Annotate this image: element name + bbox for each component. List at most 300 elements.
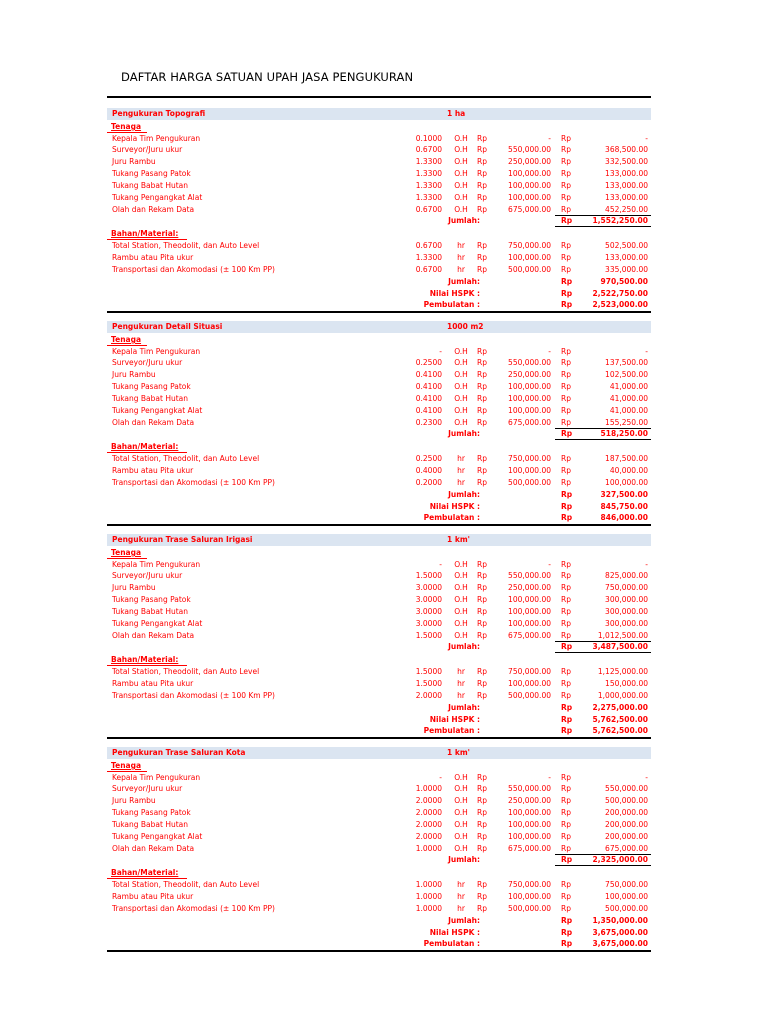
currency-label: Rp (561, 915, 573, 925)
section-header (107, 534, 651, 546)
item-quantity: - (439, 772, 442, 782)
summary-value: 846,000.00 (600, 513, 648, 523)
currency-label: Rp (561, 880, 571, 890)
unit-price: 675,000.00 (508, 630, 551, 640)
currency-label: Rp (561, 772, 571, 782)
item-name: Olah dan Rekam Data (112, 417, 195, 427)
material-heading: Bahan/Material: (111, 655, 179, 665)
summary-value: 2,275,000.00 (592, 702, 648, 712)
unit-price: 750,000.00 (508, 667, 551, 677)
material-subtotal (0, 490, 768, 501)
rounded-total (0, 939, 768, 950)
item-quantity: 0.2300 (415, 417, 442, 427)
currency-label: Rp (561, 618, 571, 628)
subtotal-rule (555, 226, 651, 227)
item-name: Tukang Babat Hutan (112, 393, 189, 403)
item-row (0, 406, 768, 417)
unit-price: 675,000.00 (508, 417, 551, 427)
item-unit: O.H (454, 157, 468, 167)
unit-price: 100,000.00 (508, 892, 551, 901)
currency-label: Rp (477, 180, 487, 190)
item-row (0, 145, 768, 156)
item-quantity: 2.0000 (415, 819, 442, 829)
subtotal-rule (555, 652, 651, 653)
currency-label: Rp (561, 300, 573, 310)
item-total: 133,000.00 (605, 169, 648, 179)
item-quantity: 1.5000 (415, 571, 442, 581)
unit-price: 550,000.00 (508, 784, 551, 794)
currency-label: Rp (561, 454, 571, 464)
item-total: 750,000.00 (605, 583, 648, 593)
currency-label: Rp (477, 204, 487, 214)
currency-label: Rp (477, 241, 487, 251)
summary-value: 3,675,000.00 (592, 939, 648, 949)
summary-label: Jumlah: (448, 702, 480, 712)
section-header (107, 321, 651, 333)
summary-label: Nilai HSPK : (429, 288, 480, 298)
item-name: Surveyor/Juru ukur (112, 358, 183, 368)
item-unit: O.H (454, 417, 468, 427)
item-quantity: 2.0000 (415, 796, 442, 806)
item-quantity: 1.3300 (415, 180, 442, 190)
currency-label: Rp (561, 358, 571, 368)
item-row (0, 784, 768, 795)
currency-label: Rp (561, 393, 571, 403)
currency-label: Rp (477, 690, 487, 700)
item-quantity: 2.0000 (415, 690, 442, 700)
currency-label: Rp (477, 145, 487, 155)
item-row (0, 820, 768, 831)
item-total: 300,000.00 (605, 606, 648, 616)
currency-label: Rp (561, 819, 571, 829)
item-quantity: 1.0000 (415, 903, 442, 913)
item-unit: O.H (454, 618, 468, 628)
section-unit: 1 ha (447, 109, 466, 118)
item-total: 502,500.00 (605, 241, 648, 251)
summary-value: 970,500.00 (600, 276, 648, 286)
currency-label: Rp (477, 831, 487, 841)
item-total: - (645, 133, 648, 143)
material-heading: Bahan/Material: (111, 868, 179, 878)
currency-label: Rp (561, 501, 573, 511)
unit-price: 750,000.00 (508, 880, 551, 890)
item-total: 41,000.00 (609, 393, 648, 403)
section-unit: 1 km' (447, 748, 470, 757)
currency-label: Rp (477, 253, 487, 262)
item-quantity: 0.6700 (415, 204, 442, 214)
item-total: 41,000.00 (609, 405, 648, 415)
item-row (0, 667, 768, 678)
labor-subtotal (0, 642, 768, 653)
unit-price: 250,000.00 (508, 157, 551, 167)
item-row (0, 157, 768, 168)
item-name: Tukang Pasang Patok (112, 382, 191, 392)
item-unit: O.H (454, 843, 468, 853)
item-unit: hr (457, 253, 465, 262)
item-quantity: 1.5000 (415, 667, 442, 677)
item-row (0, 679, 768, 690)
item-quantity: 0.6700 (415, 241, 442, 251)
item-unit: O.H (454, 630, 468, 640)
currency-label: Rp (561, 370, 571, 380)
currency-label: Rp (561, 726, 573, 736)
item-unit: hr (457, 903, 465, 913)
summary-value: 3,675,000.00 (592, 927, 648, 937)
item-total: - (645, 559, 648, 569)
currency-label: Rp (477, 559, 487, 569)
unit-price: 100,000.00 (508, 382, 551, 392)
item-unit: hr (457, 892, 465, 901)
item-row (0, 181, 768, 192)
hspk-total (0, 715, 768, 726)
item-total: 550,000.00 (605, 784, 648, 794)
item-row (0, 265, 768, 276)
item-unit: O.H (454, 819, 468, 829)
item-row (0, 205, 768, 216)
summary-value: 5,762,500.00 (592, 726, 648, 736)
item-name: Total Station, Theodolit, dan Auto Level (112, 880, 260, 890)
material-heading: Bahan/Material: (111, 442, 179, 452)
currency-label: Rp (477, 892, 487, 901)
unit-price: 100,000.00 (508, 180, 551, 190)
unit-price: 500,000.00 (508, 690, 551, 700)
currency-label: Rp (561, 630, 571, 640)
item-row (0, 418, 768, 429)
currency-label: Rp (477, 454, 487, 464)
currency-label: Rp (477, 157, 487, 167)
item-row (0, 466, 768, 477)
unit-price: 100,000.00 (508, 393, 551, 403)
item-name: Transportasi dan Akomodasi (± 100 Km PP) (112, 477, 275, 487)
summary-label: Jumlah: (448, 642, 480, 652)
item-name: Tukang Pengangkat Alat (112, 831, 203, 841)
labor-subtotal (0, 429, 768, 440)
currency-label: Rp (561, 405, 571, 415)
currency-label: Rp (477, 405, 487, 415)
item-unit: O.H (454, 784, 468, 794)
unit-price: - (548, 346, 551, 356)
section-name: Pengukuran Trase Saluran Irigasi (112, 535, 253, 544)
summary-label: Jumlah: (448, 276, 480, 286)
item-unit: O.H (454, 192, 468, 202)
item-total: 750,000.00 (605, 880, 648, 890)
item-name: Olah dan Rekam Data (112, 843, 195, 853)
currency-label: Rp (561, 892, 571, 901)
item-unit: O.H (454, 358, 468, 368)
section-name: Pengukuran Topografi (112, 109, 206, 118)
unit-price: 250,000.00 (508, 370, 551, 380)
item-unit: O.H (454, 370, 468, 380)
item-name: Tukang Pengangkat Alat (112, 405, 203, 415)
summary-label: Pembulatan : (423, 300, 480, 310)
item-row (0, 394, 768, 405)
item-quantity: 1.0000 (415, 784, 442, 794)
summary-label: Nilai HSPK : (429, 501, 480, 511)
rounded-total (0, 300, 768, 311)
item-total: 133,000.00 (605, 192, 648, 202)
item-total: 1,125,000.00 (597, 667, 648, 677)
item-row (0, 134, 768, 145)
summary-value: 518,250.00 (600, 429, 648, 439)
hspk-total (0, 928, 768, 939)
unit-price: 100,000.00 (508, 595, 551, 605)
item-unit: O.H (454, 606, 468, 616)
unit-price: 100,000.00 (508, 831, 551, 841)
item-total: 300,000.00 (605, 618, 648, 628)
item-total: 41,000.00 (609, 382, 648, 392)
item-name: Surveyor/Juru ukur (112, 145, 183, 155)
item-total: 675,000.00 (605, 843, 648, 853)
item-quantity: 1.0000 (415, 892, 442, 901)
item-quantity: 2.0000 (415, 831, 442, 841)
currency-label: Rp (561, 559, 571, 569)
currency-label: Rp (561, 253, 571, 262)
unit-price: 100,000.00 (508, 618, 551, 628)
summary-label: Pembulatan : (423, 939, 480, 949)
item-total: 100,000.00 (605, 477, 648, 487)
heading-underline (107, 239, 187, 240)
material-subtotal (0, 703, 768, 714)
item-quantity: - (439, 346, 442, 356)
item-row (0, 595, 768, 606)
currency-label: Rp (477, 477, 487, 487)
summary-label: Nilai HSPK : (429, 927, 480, 937)
currency-label: Rp (561, 276, 573, 286)
item-total: - (645, 772, 648, 782)
currency-label: Rp (561, 382, 571, 392)
item-row (0, 619, 768, 630)
item-row (0, 560, 768, 571)
item-name: Juru Rambu (112, 157, 156, 167)
heading-underline (107, 452, 187, 453)
item-name: Tukang Pasang Patok (112, 169, 191, 179)
heading-underline (107, 878, 187, 879)
item-name: Rambu atau Pita ukur (112, 892, 194, 901)
item-name: Tukang Babat Hutan (112, 180, 189, 190)
unit-price: 100,000.00 (508, 808, 551, 818)
currency-label: Rp (477, 169, 487, 179)
summary-label: Jumlah: (448, 855, 480, 865)
unit-price: - (548, 133, 551, 143)
item-unit: O.H (454, 382, 468, 392)
item-total: 825,000.00 (605, 571, 648, 581)
item-quantity: 0.4100 (415, 370, 442, 380)
item-total: 500,000.00 (605, 796, 648, 806)
summary-value: 1,350,000.00 (592, 915, 648, 925)
item-unit: O.H (454, 772, 468, 782)
item-total: 187,500.00 (605, 454, 648, 464)
item-name: Total Station, Theodolit, dan Auto Level (112, 454, 260, 464)
unit-price: - (548, 772, 551, 782)
rounded-total (0, 513, 768, 524)
summary-label: Jumlah: (448, 216, 480, 226)
currency-label: Rp (561, 714, 573, 724)
item-quantity: 1.3300 (415, 169, 442, 179)
item-name: Surveyor/Juru ukur (112, 784, 183, 794)
item-row (0, 691, 768, 702)
item-total: - (645, 346, 648, 356)
currency-label: Rp (477, 393, 487, 403)
currency-label: Rp (477, 571, 487, 581)
currency-label: Rp (561, 157, 571, 167)
currency-label: Rp (561, 489, 573, 499)
item-row (0, 347, 768, 358)
currency-label: Rp (561, 513, 573, 523)
item-row (0, 773, 768, 784)
currency-label: Rp (477, 772, 487, 782)
item-name: Olah dan Rekam Data (112, 204, 195, 214)
item-total: 1,012,500.00 (597, 630, 648, 640)
unit-price: 100,000.00 (508, 253, 551, 262)
section-unit: 1 km' (447, 535, 470, 544)
currency-label: Rp (561, 192, 571, 202)
item-unit: hr (457, 667, 465, 677)
item-unit: O.H (454, 808, 468, 818)
currency-label: Rp (561, 808, 571, 818)
currency-label: Rp (561, 346, 571, 356)
item-unit: O.H (454, 180, 468, 190)
item-quantity: 0.4100 (415, 382, 442, 392)
item-quantity: 0.2500 (415, 358, 442, 368)
currency-label: Rp (561, 796, 571, 806)
item-name: Total Station, Theodolit, dan Auto Level (112, 241, 260, 251)
item-name: Tukang Pengangkat Alat (112, 192, 203, 202)
currency-label: Rp (477, 466, 487, 475)
heading-underline (107, 665, 187, 666)
unit-price: 250,000.00 (508, 796, 551, 806)
unit-price: - (548, 559, 551, 569)
item-unit: O.H (454, 595, 468, 605)
item-name: Tukang Pasang Patok (112, 808, 191, 818)
item-quantity: 0.4100 (415, 393, 442, 403)
currency-label: Rp (561, 690, 571, 700)
labor-heading: Tenaga (111, 548, 142, 557)
summary-value: 2,523,000.00 (592, 300, 648, 310)
currency-label: Rp (477, 370, 487, 380)
unit-price: 250,000.00 (508, 583, 551, 593)
currency-label: Rp (561, 288, 573, 298)
item-unit: O.H (454, 145, 468, 155)
item-total: 137,500.00 (605, 358, 648, 368)
item-unit: O.H (454, 133, 468, 143)
unit-price: 500,000.00 (508, 477, 551, 487)
rounded-total (0, 726, 768, 737)
item-unit: O.H (454, 583, 468, 593)
item-unit: hr (457, 241, 465, 251)
item-row (0, 844, 768, 855)
currency-label: Rp (561, 583, 571, 593)
page-title: DAFTAR HARGA SATUAN UPAH JASA PENGUKURAN (121, 70, 414, 84)
item-unit: O.H (454, 405, 468, 415)
currency-label: Rp (561, 903, 571, 913)
unit-price: 100,000.00 (508, 606, 551, 616)
unit-price: 675,000.00 (508, 843, 551, 853)
currency-label: Rp (561, 831, 571, 841)
unit-price: 750,000.00 (508, 454, 551, 464)
currency-label: Rp (477, 630, 487, 640)
section-end-rule (107, 737, 651, 739)
item-unit: O.H (454, 571, 468, 581)
item-quantity: 1.5000 (415, 679, 442, 688)
item-total: 1,000,000.00 (597, 690, 648, 700)
material-subtotal (0, 916, 768, 927)
summary-value: 845,750.00 (600, 501, 648, 511)
summary-value: 1,552,250.00 (592, 216, 648, 226)
item-name: Rambu atau Pita ukur (112, 466, 194, 475)
unit-price: 550,000.00 (508, 358, 551, 368)
item-unit: hr (457, 690, 465, 700)
summary-label: Nilai HSPK : (429, 714, 480, 724)
item-unit: O.H (454, 346, 468, 356)
item-name: Rambu atau Pita ukur (112, 253, 194, 262)
item-row (0, 808, 768, 819)
item-quantity: 0.1000 (415, 133, 442, 143)
item-unit: hr (457, 679, 465, 688)
item-quantity: 0.6700 (415, 145, 442, 155)
currency-label: Rp (561, 477, 571, 487)
currency-label: Rp (477, 880, 487, 890)
currency-label: Rp (561, 264, 571, 274)
currency-label: Rp (477, 583, 487, 593)
item-name: Juru Rambu (112, 796, 156, 806)
summary-value: 327,500.00 (600, 489, 648, 499)
item-row (0, 193, 768, 204)
item-name: Kepala Tim Pengukuran (112, 346, 201, 356)
item-row (0, 454, 768, 465)
item-name: Kepala Tim Pengukuran (112, 772, 201, 782)
item-unit: O.H (454, 831, 468, 841)
currency-label: Rp (561, 466, 571, 475)
item-unit: O.H (454, 169, 468, 179)
currency-label: Rp (561, 843, 571, 853)
item-total: 335,000.00 (605, 264, 648, 274)
currency-label: Rp (561, 169, 571, 179)
currency-label: Rp (477, 618, 487, 628)
item-total: 332,500.00 (605, 157, 648, 167)
item-quantity: 3.0000 (415, 618, 442, 628)
currency-label: Rp (477, 264, 487, 274)
item-quantity: 1.3300 (415, 157, 442, 167)
item-name: Total Station, Theodolit, dan Auto Level (112, 667, 260, 677)
summary-label: Jumlah: (448, 915, 480, 925)
item-row (0, 370, 768, 381)
section-header (107, 108, 651, 120)
item-name: Transportasi dan Akomodasi (± 100 Km PP) (112, 264, 275, 274)
summary-label: Jumlah: (448, 429, 480, 439)
currency-label: Rp (561, 204, 571, 214)
currency-label: Rp (561, 429, 573, 439)
item-name: Olah dan Rekam Data (112, 630, 195, 640)
item-unit: hr (457, 880, 465, 890)
currency-label: Rp (477, 417, 487, 427)
item-total: 40,000.00 (609, 466, 648, 475)
item-name: Tukang Babat Hutan (112, 819, 189, 829)
unit-price: 550,000.00 (508, 571, 551, 581)
currency-label: Rp (561, 417, 571, 427)
unit-price: 500,000.00 (508, 264, 551, 274)
unit-price: 550,000.00 (508, 145, 551, 155)
unit-price: 750,000.00 (508, 241, 551, 251)
item-quantity: 0.6700 (415, 264, 442, 274)
item-row (0, 169, 768, 180)
item-row (0, 892, 768, 903)
unit-price: 675,000.00 (508, 204, 551, 214)
item-unit: hr (457, 477, 465, 487)
item-quantity: - (439, 559, 442, 569)
item-name: Tukang Babat Hutan (112, 606, 189, 616)
item-unit: O.H (454, 393, 468, 403)
summary-value: 3,487,500.00 (592, 642, 648, 652)
